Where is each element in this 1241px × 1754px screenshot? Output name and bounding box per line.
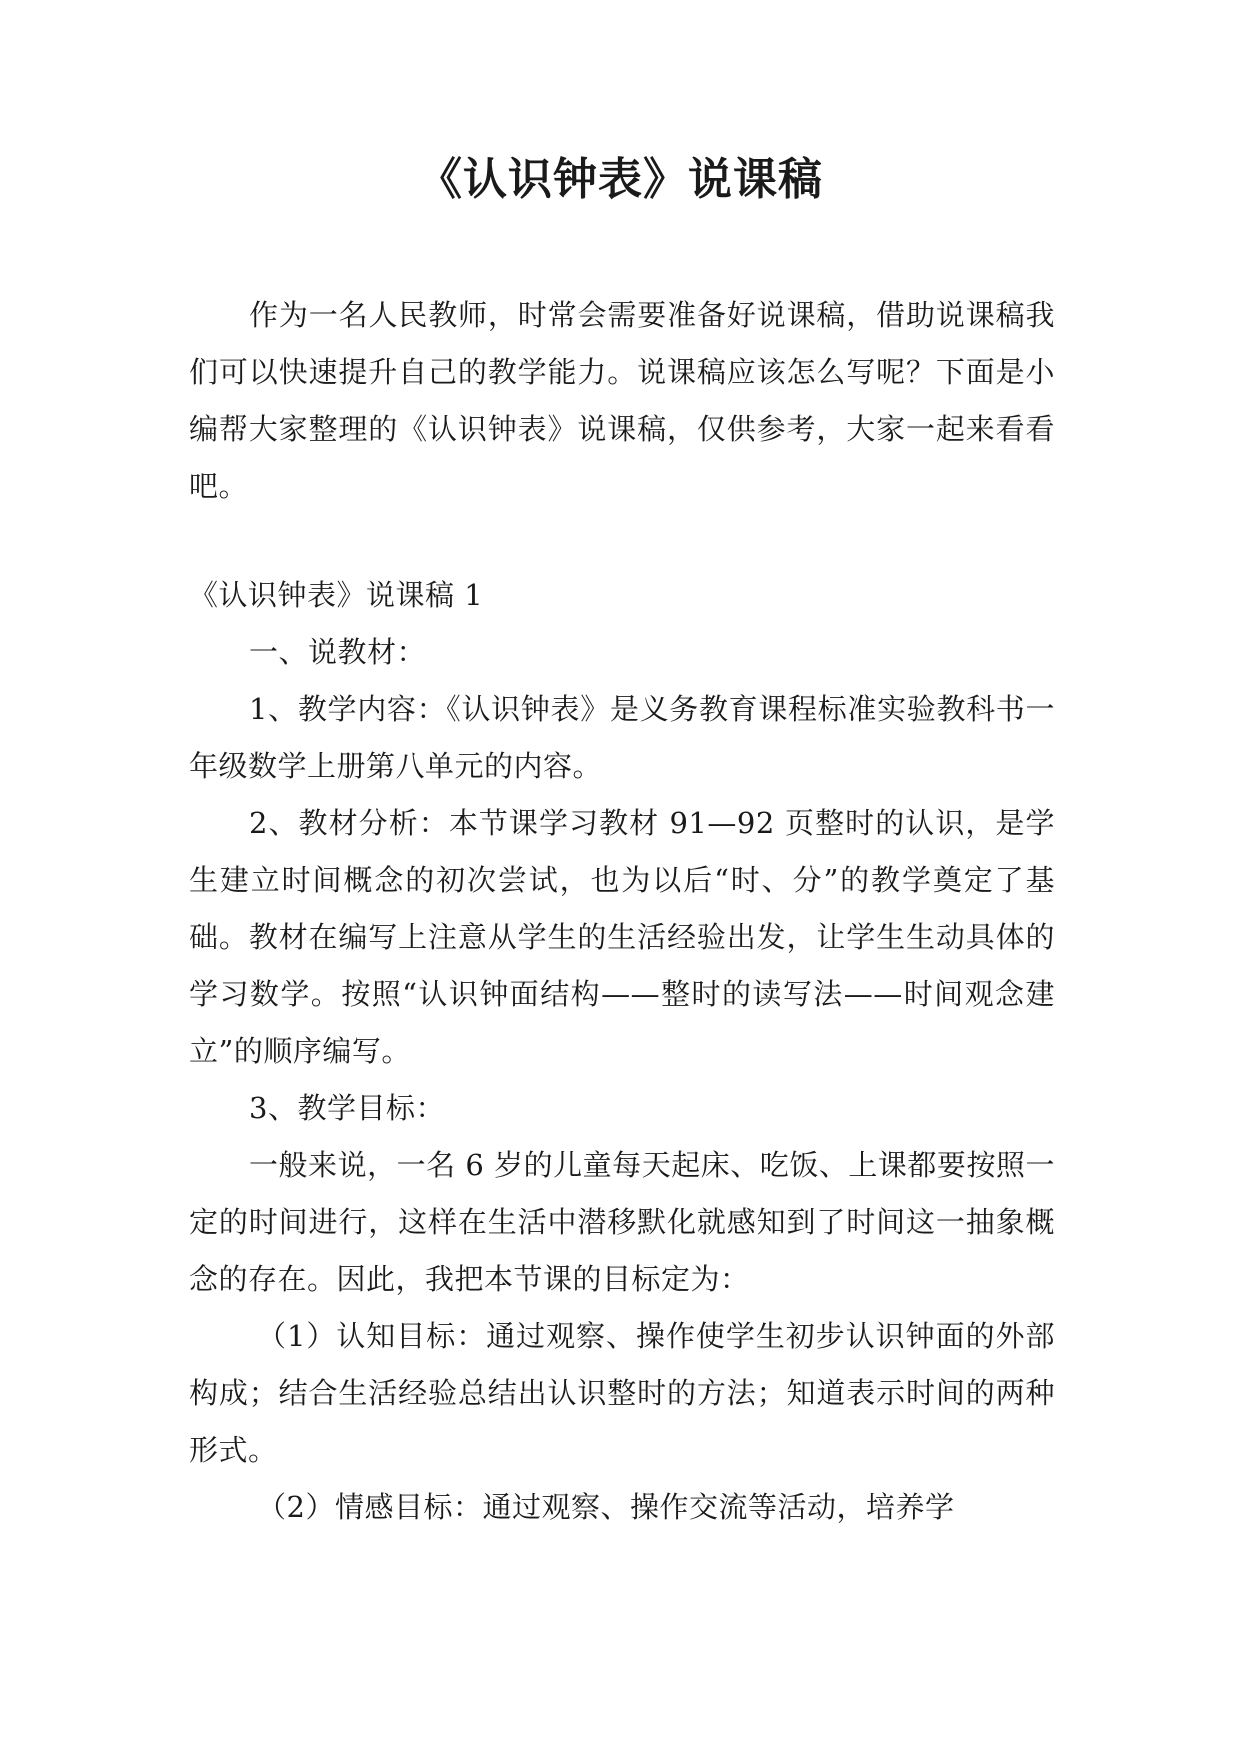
paragraph: 1、教学内容：《认识钟表》是义务教育课程标准实验教科书一年级数学上册第八单元的内容。 [189, 692, 1055, 783]
section-title: 《认识钟表》说课稿 1 [189, 578, 484, 612]
paragraph: （2）情感目标：通过观察、操作交流等活动，培养学 [257, 1490, 955, 1524]
paragraph: 一、说教材： [249, 635, 427, 669]
paragraph: 一般来说，一名 6 岁的儿童每天起床、吃饭、上课都要按照一定的时间进行，这样在生活中潜移默化就感知到了时间这一抽象概念的存在。因此，我把本节课的目标定为： [189, 1148, 1055, 1296]
paragraph: （1）认知目标：通过观察、操作使学生初步认识钟面的外部构成；结合生活经验总结出认识整时的方法；知道表示时间的两种形式。 [189, 1319, 1055, 1467]
paragraph: 2、教材分析：本节课学习教材 91—92 页整时的认识，是学生建立时间概念的初次尝试，也为以后“时、分”的教学奠定了基础。教材在编写上注意从学生的生活经验出发，让学生生动具体的学习数学。按照“认识钟面结构——整时的读写法——时间观念建立”的顺序编写。 [189, 806, 1055, 1068]
document-body [189, 287, 1055, 1536]
document-title: 《认识钟表》说课稿 [418, 154, 823, 205]
intro-paragraph: 作为一名人民教师，时常会需要准备好说课稿，借助说课稿我们可以快速提升自己的教学能力。说课稿应该怎么写呢？下面是小编帮大家整理的《认识钟表》说课稿，仅供参考，大家一起来看看吧。 [189, 298, 1055, 503]
paragraph: 3、教学目标： [249, 1091, 445, 1125]
